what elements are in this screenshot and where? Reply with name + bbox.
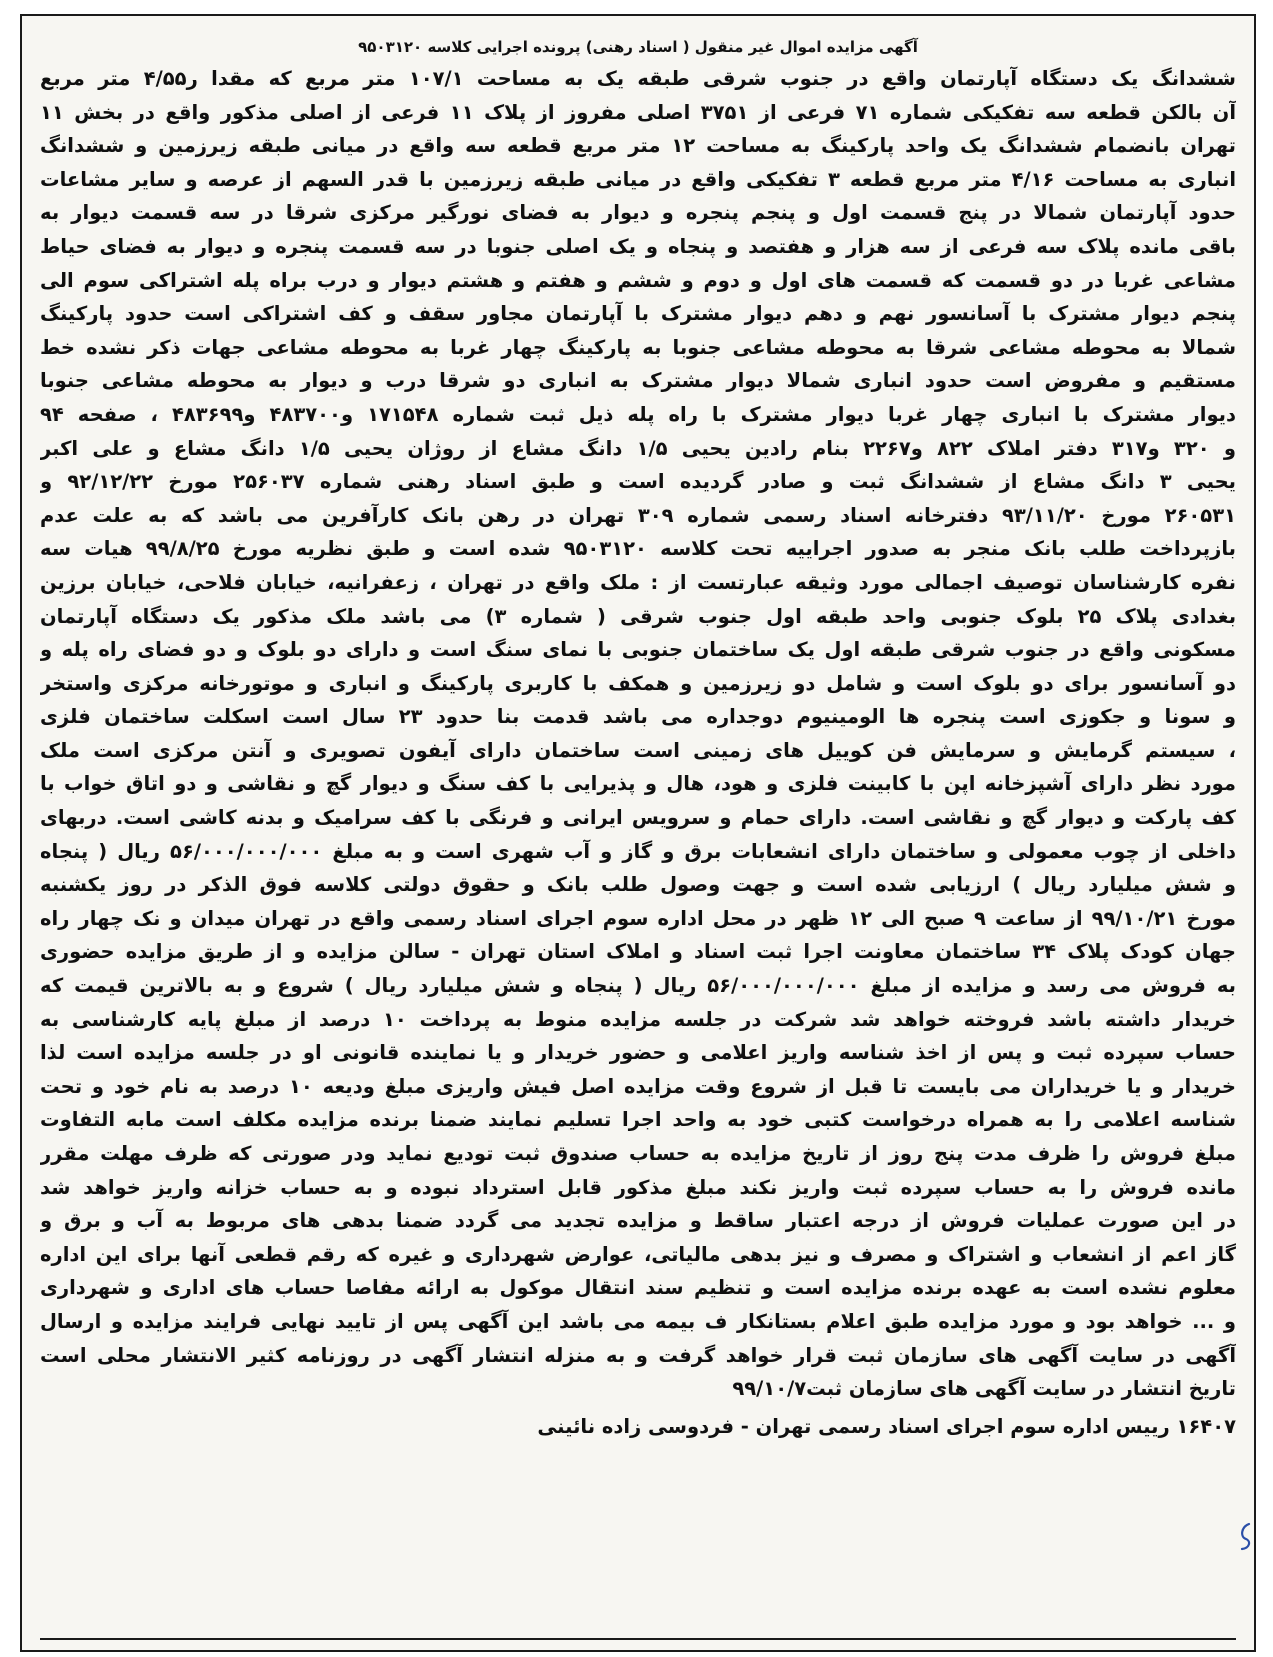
notice-body-line: در این صورت عملیات فروش از درجه اعتبار ساقط و مزایده تجدید می گردد ضمنا بدهی های مربوط به آب و برق و: [40, 1209, 1236, 1233]
notice-body-line: مبلغ فروش را ظرف مدت پنج روز از تاریخ مزایده به حساب صندوق ثبت تودیع نماید ودر صورتی که ظرف مهلت مقرر: [40, 1142, 1236, 1165]
notice-body-line: خریدار و یا خریداران می بایست تا قبل از شروع وقت مزایده اصل فیش واریزی مبلغ ودیعه ۱۰ درصد به نام خود و تحت: [40, 1074, 1236, 1098]
notice-body-line: دیوار مشترک با انباری چهار غربا دیوار مشترک با راه پله ذیل ثبت شماره ۱۷۱۵۴۸ و۴۸۳۷۰۰ و۴۸۳۶۹۹ ، صفحه ۹۴: [40, 402, 1236, 426]
bottom-rule: [40, 1638, 1236, 1640]
notice-body-line: یحیی ۳ دانگ مشاع از ششدانگ ثبت و صادر گردیده است و طبق اسناد رهنی شماره ۲۵۶۰۳۷ مورخ ۹۲/۱۲/۲۲ و: [40, 470, 1236, 494]
notice-body-line: داخلی از چوب معمولی و ساختمان دارای انشعابات برق و گاز و آب شهری است و به مبلغ ۵۶/۰۰۰/۰۰۰/۰۰۰ ریال ( پنجاه: [40, 839, 1236, 863]
notice-body-line: ، سیستم گرمایش و سرمایش فن کوییل های زمینی است ساختمان دارای آیفون تصویری و آنتن مرکزی است ملک: [40, 738, 1236, 762]
notice-body-line: مشاعی غربا در دو قسمت که قسمت های اول و دوم و ششم و هفتم و هشتم دیوار و درب براه پله اشتراکی سوم الی: [40, 268, 1236, 292]
notice-body-line: شناسه اعلامی را به همراه درخواست کتبی خود به واحد اجرا تسلیم نمایند ضمنا برنده مزایده مکلف است مابه التفاوت: [40, 1108, 1236, 1132]
notice-body-line: بازپرداخت طلب بانک منجر به صدور اجراییه تحت کلاسه ۹۵۰۳۱۲۰ شده است و طبق نظریه مورخ ۹۹/۸/۲۵ هیات سه: [40, 537, 1236, 561]
notice-body-line: مستقیم و مفروض است حدود انباری شمالا دیوار مشترک به انباری دو شرقا درب و دیوار به محوطه مشاعی جنوبا: [40, 369, 1236, 393]
notice-body-line: انباری به مساحت ۴/۱۶ متر مربع قطعه ۳ تفکیکی واقع در میانی طبقه زیرزمین با قدر السهم از عرصه و سایر مشاعات: [40, 167, 1236, 191]
notice-body-line: خریدار داشته باشد فروخته خواهد شد شرکت در جلسه مزایده منوط به پرداخت ۱۰ درصد از مبلغ پایه کارشناسی به: [40, 1007, 1236, 1031]
notice-body-line: کف پارکت و دیوار گچ و نقاشی است. دارای حمام و سرویس ایرانی و فرنگی با کف سرامیک و بدنه کاشی است. دربهای: [40, 806, 1236, 830]
notice-body-line: باقی مانده پلاک سه فرعی از سه هزار و هفتصد و پنجاه و یک اصلی جنوبا در سه قسمت پنجره و دیوار به فضای حیاط: [40, 234, 1236, 258]
notice-body: [40, 62, 1236, 1406]
notice-page: [20, 14, 1256, 1652]
notice-body-line: به فروش می رسد و مزایده از مبلغ ۵۶/۰۰۰/۰۰۰/۰۰۰ ریال ( پنجاه و شش میلیارد ریال ) شروع و به بالاترین قیمت که: [40, 974, 1236, 998]
notice-body-line: مسکونی واقع در جنوب شرقی طبقه اول یک ساختمان جنوبی با نمای سنگ است و دارای دو بلوک و دو فضای راه پله و: [40, 638, 1236, 662]
notice-body-line: مورخ ۹۹/۱۰/۲۱ از ساعت ۹ صبح الی ۱۲ ظهر در محل اداره سوم اجرای اسناد رسمی واقع در تهران میدان و نک چهار راه: [40, 906, 1236, 930]
notice-body-line: شمالا به محوطه مشاعی شرقا به محوطه مشاعی جنوبا به پارکینگ چهار غربا به محوطه مشاعی جهات ذکر نشده خط: [40, 335, 1236, 359]
notice-body-line: تاریخ انتشار در سایت آگهی های سازمان ثبت۹۹/۱۰/۷: [732, 1377, 1236, 1401]
notice-body-line: و ۳۲۰ و۳۱۷ دفتر املاک ۸۲۲ و۲۲۶۷ بنام رادین یحیی ۱/۵ دانگ مشاع از روژان یحیی ۱/۵ دانگ مشاع و علی اکبر: [40, 436, 1236, 460]
notice-body-line: مورد نظر دارای آشپزخانه اپن با کابینت فلزی و هود، هال و پذیرایی با کف سنگ و دیوار گچ و نقاشی و دو اتاق خواب با: [40, 772, 1236, 796]
notice-title: آگهی مزایده اموال غیر منقول ( اسناد رهنی) پرونده اجرایی کلاسه ۹۵۰۳۱۲۰: [358, 38, 918, 56]
notice-body-line: و سونا و جکوزی است پنجره ها الومینیوم دوجداره می باشد قدمت بنا حدود ۲۳ سال است اسکلت ساختمان فلزی: [40, 705, 1236, 729]
notice-body-line: ۲۶۰۵۳۱ مورخ ۹۳/۱۱/۲۰ دفترخانه اسناد رسمی شماره ۳۰۹ تهران در رهن بانک کارآفرین می باشد که به علت عدم: [40, 503, 1236, 527]
notice-body-line: حدود آپارتمان شمالا در پنج قسمت اول و پنجم پنجره و دیوار به فضای نورگیر مرکزی شرقا در سه قسمت دیوار به: [40, 201, 1236, 225]
notice-body-line: معلوم نشده است به عهده برنده مزایده است و تنظیم سند انتقال موکول به ارائه مفاصا حساب های اداری و شهرداری: [40, 1276, 1236, 1300]
notice-body-line: دو آسانسور برای دو بلوک است و شامل دو زیرزمین و همکف با کاربری پارکینگ و انباری و موتورخانه مرکزی واستخر: [40, 671, 1236, 695]
notice-body-line: آن بالکن قطعه سه تفکیکی شماره ۷۱ فرعی از ۳۷۵۱ اصلی مفروز از پلاک ۱۱ فرعی از اصلی مذکور واقع در بخش ۱۱: [40, 100, 1236, 124]
notice-body-line: بغدادی پلاک ۲۵ بلوک جنوبی واحد طبقه اول جنوب شرقی ( شماره ۳) می باشد ملک مذکور یک دستگاه آپارتمان: [40, 604, 1236, 628]
notice-body-line: ششدانگ یک دستگاه آپارتمان واقع در جنوب شرقی طبقه یک به مساحت ۱۰۷/۱ متر مربع که مقدا ر۴/۵۵ متر مربع: [40, 67, 1236, 90]
handwritten-mark-icon: [1238, 1521, 1252, 1551]
notice-body-line: جهان کودک پلاک ۳۴ ساختمان معاونت اجرا ثبت اسناد و املاک استان تهران - سالن مزایده و از طریق مزایده حضوری: [40, 940, 1236, 964]
notice-body-line: و ... خواهد بود و مورد مزایده طبق اعلام بستانکار ف بیمه می باشد این آگهی پس از تایید نهایی فرایند مزایده و ارسال: [40, 1309, 1236, 1333]
notice-body-line: مانده فروش را به حساب سپرده ثبت واریز نکند مبلغ مذکور قابل استرداد نبوده و به حساب خزانه واریز خواهد شد: [40, 1175, 1236, 1199]
notice-body-line: و شش میلیارد ریال ) ارزیابی شده است و جهت وصول طلب بانک و حقوق دولتی کلاسه فوق الذکر در روز یکشنبه: [40, 873, 1236, 897]
notice-body-line: حساب سپرده ثبت و پس از اخذ شناسه واریز اعلامی و حضور خریدار و یا نماینده قانونی او در جلسه مزایده است لذا: [40, 1041, 1236, 1065]
notice-body-line: پنجم دیوار مشترک با آسانسور نهم و دهم دیوار مشترک با آپارتمان مجاور سقف و کف اشتراکی است حدود پارکینگ: [40, 302, 1236, 326]
notice-body-line: گاز اعم از انشعاب و اشتراک و مصرف و نیز بدهی مالیاتی، عوارض شهرداری و غیره که رقم قطعی آنها برای این اداره: [40, 1242, 1236, 1266]
notice-body-line: تهران بانضمام ششدانگ یک واحد پارکینگ به مساحت ۱۲ متر مربع قطعه سه واقع در میانی طبقه زیرزمین و ششدانگ: [40, 134, 1236, 158]
notice-body-line: نفره کارشناسان توصیف اجمالی مورد وثیقه عبارتست از : ملک واقع در تهران ، زعفرانیه، خیابان فلاحی، خیابان برزین: [40, 570, 1236, 594]
notice-signature: ۱۶۴۰۷ رییس اداره سوم اجرای اسناد رسمی تهران - فردوسی زاده نائینی: [537, 1414, 1236, 1438]
notice-body-line: آگهی در سایت آگهی های سازمان ثبت قرار خواهد گرفت و به منزله انتشار آگهی در روزنامه کثیر الانتشار محلی است: [40, 1343, 1236, 1367]
